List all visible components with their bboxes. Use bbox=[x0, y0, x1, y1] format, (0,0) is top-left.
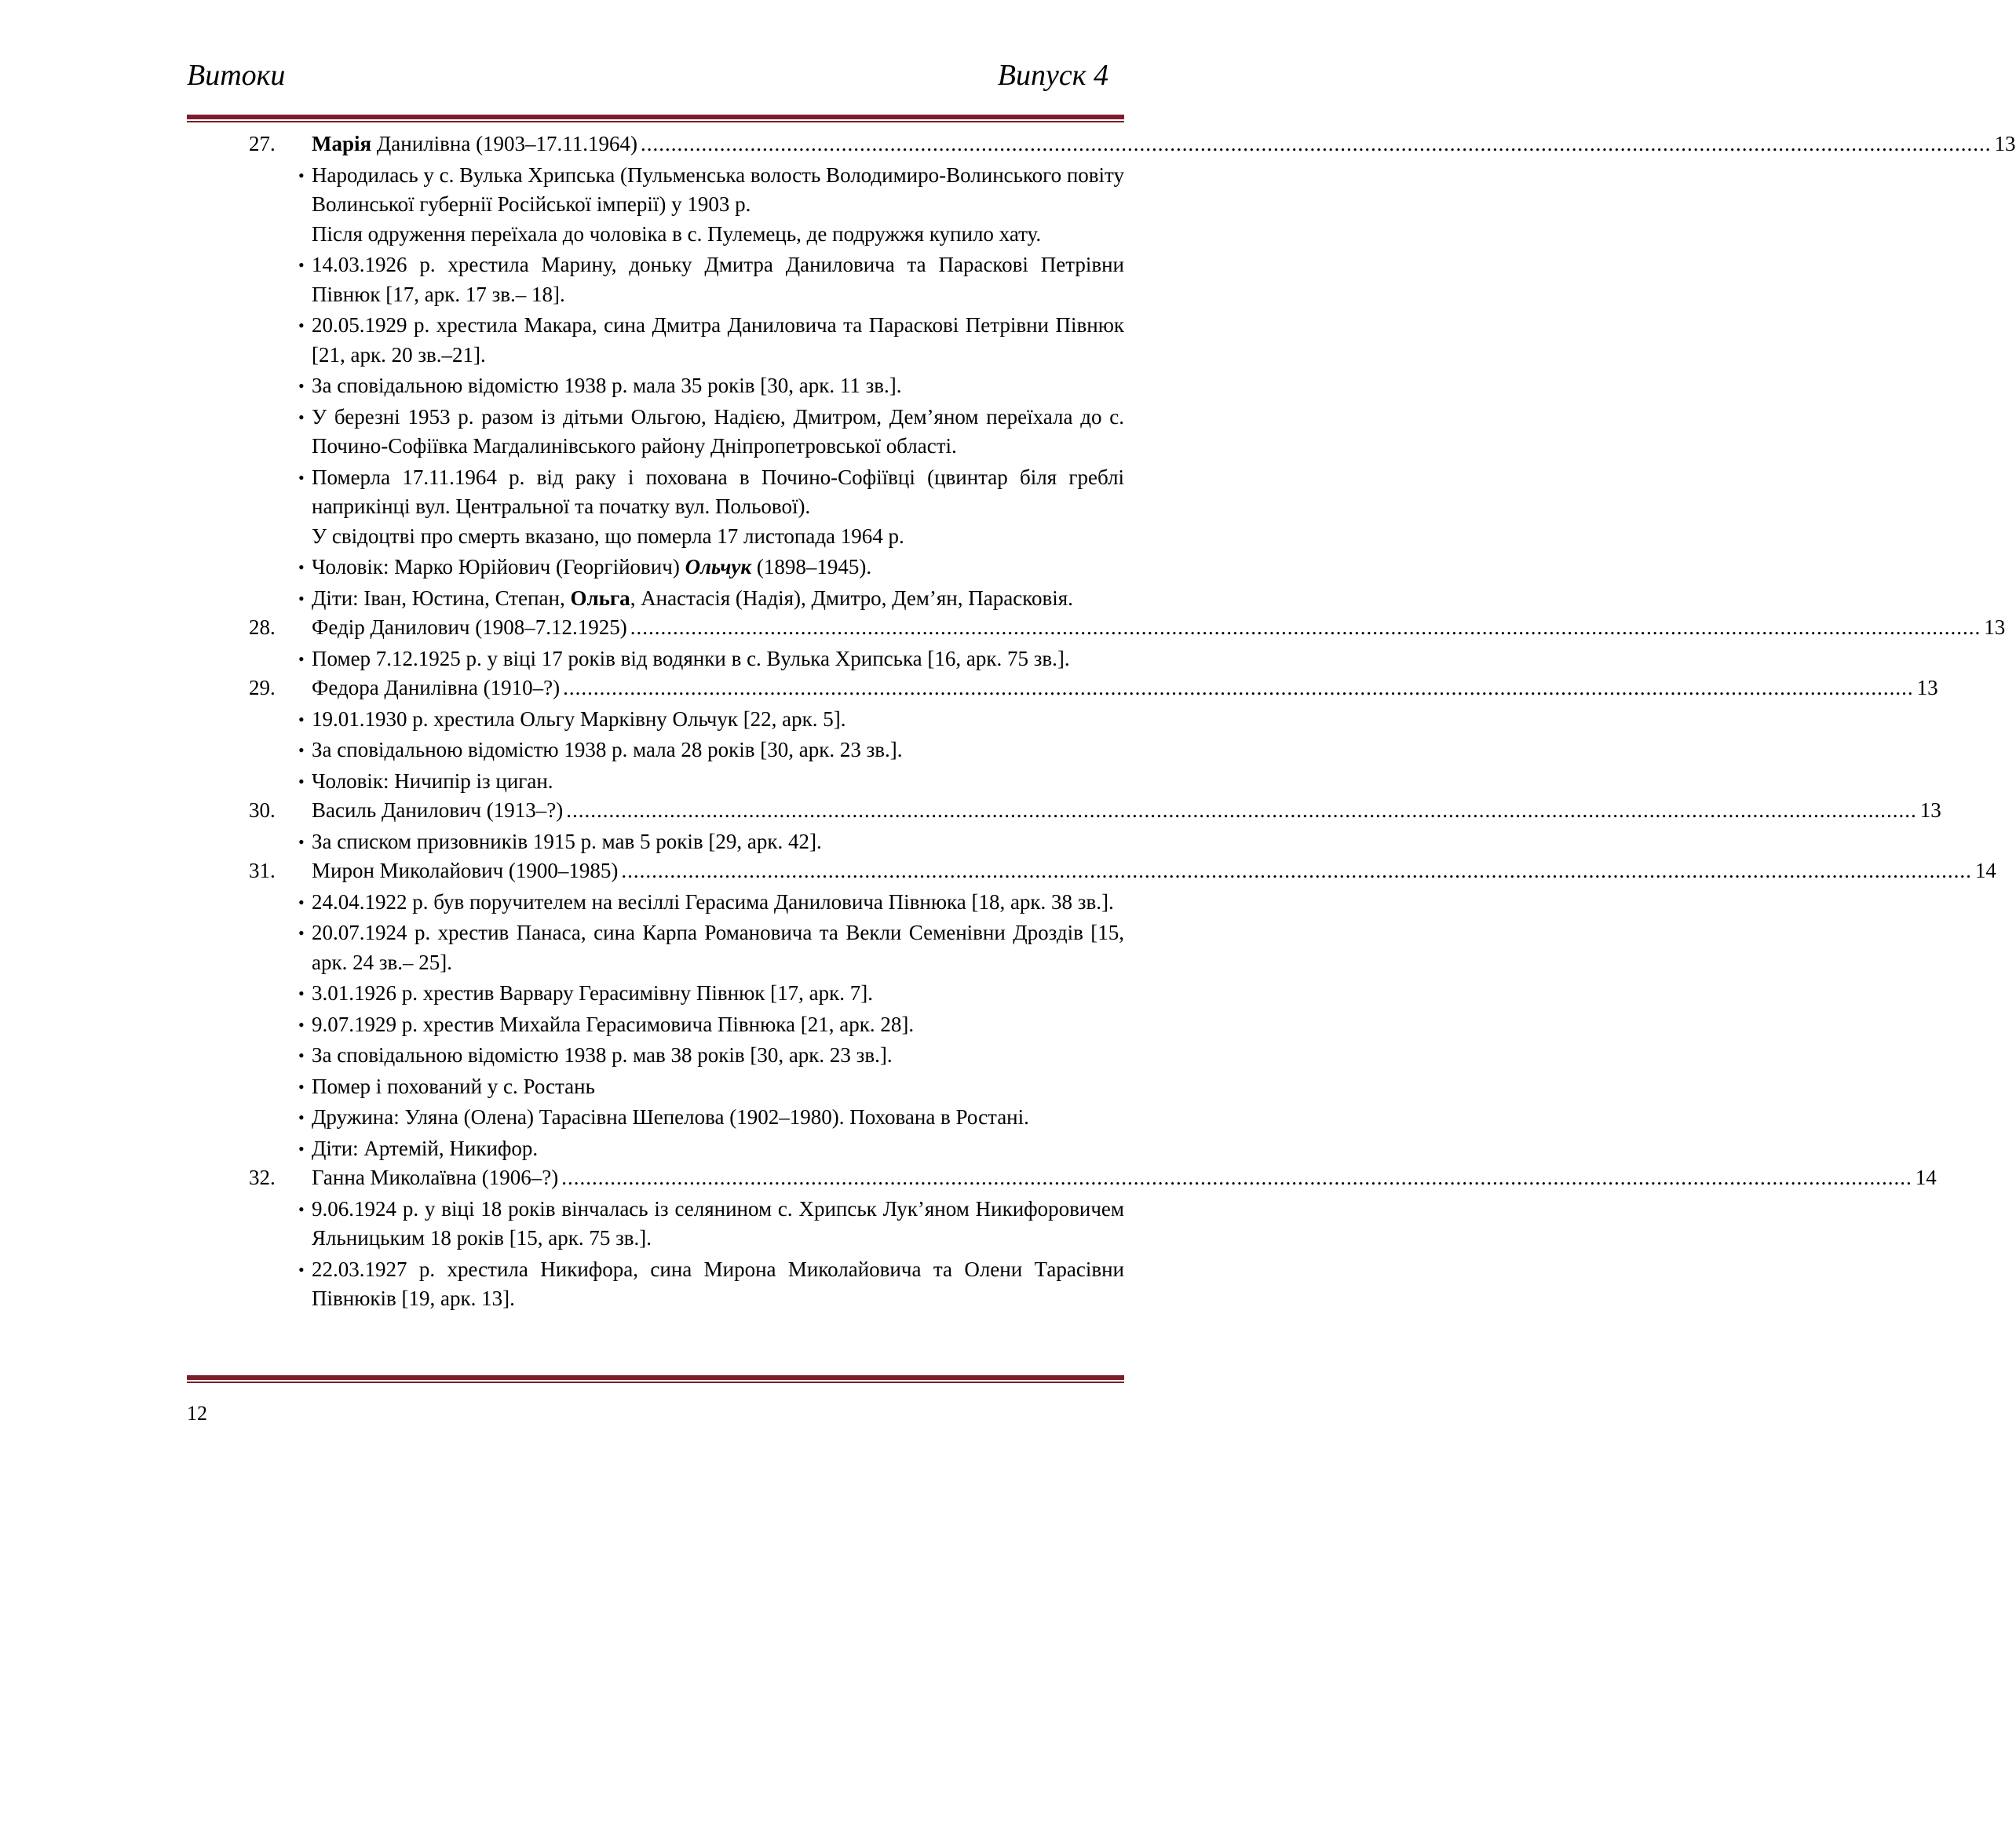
continuation-text: Після одруження переїхала до чоловіка в с. Пулемець, де подружжя купило хату. bbox=[312, 221, 1042, 246]
child-name-bold: Ольга bbox=[570, 586, 630, 610]
page-reference: 13 bbox=[1916, 676, 1938, 699]
bullet-item: • 14.03.1926 р. хрестила Марину, доньку Дмитра Даниловича та Параскові Петрівни Півнюк [17, арк. 17 зв.– 18]. bbox=[249, 250, 1124, 309]
bullet-item: • Померла 17.11.1964 р. від раку і похована в Почино-Софіївці (цвинтар біля греблі наприкінці вул. Центральної та початку вул. Польової). bbox=[249, 463, 1124, 522]
entry-heading bbox=[249, 613, 2006, 643]
bullet-icon: • bbox=[298, 923, 305, 943]
bullet-item: • 9.06.1924 р. у віці 18 років вінчалась із селянином с. Хрипськ Лук’яном Никифоровичем Яльницьким 18 років [15, арк. 75 зв.]. bbox=[249, 1195, 1124, 1254]
bullet-item: • За списком призовників 1915 р. мав 5 років [29, арк. 42]. bbox=[249, 827, 1124, 857]
issue-label: Випуск 4 bbox=[997, 59, 1108, 92]
bullet-item: • 20.05.1929 р. хрестила Макара, сина Дмитра Даниловича та Параскові Петрівни Півнюк [21, арк. 20 зв.–21]. bbox=[249, 311, 1124, 370]
bullet-item: • Помер 7.12.1925 р. у віці 17 років від водянки в с. Вулька Хрипська [16, арк. 75 зв.]. bbox=[249, 644, 1124, 674]
bullet-icon: • bbox=[298, 892, 305, 912]
bullet-icon: • bbox=[298, 1108, 305, 1127]
entry-name bbox=[312, 130, 637, 159]
bullet-icon: • bbox=[298, 407, 305, 427]
entry-number: 29. bbox=[249, 676, 276, 699]
entry-number: 31. bbox=[249, 859, 276, 882]
bullet-icon: • bbox=[298, 1076, 305, 1097]
page-reference: 13 bbox=[1984, 615, 2006, 639]
leader-dots: .............................................................................................................................................................................................................................. bbox=[563, 676, 1914, 699]
entry-27 bbox=[249, 130, 2016, 613]
entry-31 bbox=[249, 856, 1996, 1163]
entry-name: Федір Данилович (1908–7.12.1925) bbox=[312, 615, 627, 639]
bullet-icon: • bbox=[298, 740, 305, 760]
bullet-item: • За сповідальною відомістю 1938 р. мала 28 років [30, арк. 23 зв.]. bbox=[249, 735, 1124, 765]
entry-29 bbox=[249, 673, 1938, 796]
bullet-item-husband: • Чоловік: Марко Юрійович (Георгійович) Ольчук (1898–1945). bbox=[249, 553, 1124, 582]
bullet-icon: • bbox=[298, 771, 305, 791]
page-reference: 14 bbox=[1974, 859, 1996, 882]
bullet-item: • Чоловік: Ничипір із циган. bbox=[249, 767, 1124, 797]
bullet-icon: • bbox=[298, 1259, 305, 1279]
entry-number: 27. bbox=[249, 132, 276, 155]
header-rule bbox=[187, 115, 1124, 122]
genealogy-list bbox=[249, 130, 2016, 1314]
bullet-item: • У березні 1953 р. разом із дітьми Ольгою, Надією, Дмитром, Дем’яном переїхала до с. Почино-Софіївка Магдалинівського району Дніпропетровської області. bbox=[249, 403, 1124, 462]
bullet-item: • Помер і похований у с. Ростань bbox=[249, 1072, 1124, 1102]
bullet-item: • За сповідальною відомістю 1938 р. мав 38 років [30, арк. 23 зв.]. bbox=[249, 1041, 1124, 1071]
bullet-icon: • bbox=[298, 588, 305, 608]
entry-name: Ганна Миколаївна (1906–?) bbox=[312, 1166, 559, 1189]
bullet-item: • 24.04.1922 р. був поручителем на весіллі Герасима Даниловича Півнюка [18, арк. 38 зв.]. bbox=[249, 888, 1124, 918]
bullet-icon: • bbox=[298, 557, 305, 577]
bullet-icon: • bbox=[298, 709, 305, 729]
bullet-icon: • bbox=[298, 165, 305, 185]
continuation-text: У свідоцтві про смерть вказано, що померла 17 листопада 1964 р. bbox=[312, 524, 904, 548]
bullet-item: • 3.01.1926 р. хрестив Варвару Герасимівну Півнюк [17, арк. 7]. bbox=[249, 979, 1124, 1009]
bullet-item: • 9.07.1929 р. хрестив Михайла Герасимовича Півнюка [21, арк. 28]. bbox=[249, 1010, 1124, 1040]
entry-28 bbox=[249, 613, 2006, 673]
bullet-item: • Дружина: Уляна (Олена) Тарасівна Шепелова (1902–1980). Похована в Ростані. bbox=[249, 1103, 1124, 1133]
entry-heading bbox=[249, 796, 1941, 826]
entry-heading bbox=[249, 856, 1996, 886]
bullet-icon: • bbox=[298, 1046, 305, 1065]
bullet-icon: • bbox=[298, 831, 305, 852]
bullet-icon: • bbox=[298, 648, 305, 669]
entry-heading bbox=[249, 673, 1938, 703]
bullet-icon: • bbox=[298, 376, 305, 396]
entry-30 bbox=[249, 796, 1941, 856]
bullet-icon: • bbox=[298, 1014, 305, 1035]
entry-name-rest: Данилівна (1903–17.11.1964) bbox=[371, 132, 638, 155]
bullet-item: • 19.01.1930 р. хрестила Ольгу Марківну Ольчук [22, арк. 5]. bbox=[249, 705, 1124, 735]
entry-name: Федора Данилівна (1910–?) bbox=[312, 676, 561, 699]
bullet-item: • Діти: Артемій, Никифор. bbox=[249, 1134, 1124, 1164]
bullet-item: • 20.07.1924 р. хрестив Панаса, сина Карпа Романовича та Векли Семенівни Дроздів [15, арк. 24 зв.– 25]. bbox=[249, 918, 1124, 977]
bullet-item: • 22.03.1927 р. хрестила Никифора, сина Мирона Миколайовича та Олени Тарасівни Півнюків [19, арк. 13]. bbox=[249, 1255, 1124, 1314]
page-reference: 13 bbox=[1994, 132, 2016, 155]
entry-number: 32. bbox=[249, 1166, 276, 1189]
husband-surname: Ольчук bbox=[685, 555, 752, 579]
bullet-icon: • bbox=[298, 316, 305, 335]
entry-number: 30. bbox=[249, 798, 276, 822]
entry-32 bbox=[249, 1163, 1937, 1314]
bullet-item: • За сповідальною відомістю 1938 р. мала 35 років [30, арк. 11 зв.]. bbox=[249, 371, 1124, 401]
bullet-item-children: • Діти: Іван, Юстина, Степан, Ольга, Анастасія (Надія), Дмитро, Дем’ян, Парасковія. bbox=[249, 584, 1124, 614]
entry-name-bold: Марія bbox=[312, 132, 372, 155]
leader-dots: .............................................................................................................................................................................................................................. bbox=[566, 798, 1917, 822]
bullet-icon: • bbox=[298, 1138, 305, 1159]
journal-title: Витоки bbox=[187, 59, 286, 92]
bullet-icon: • bbox=[298, 467, 305, 487]
leader-dots: .............................................................................................................................................................................................................................. bbox=[641, 132, 1992, 155]
entry-heading bbox=[249, 1163, 1937, 1193]
page-reference: 14 bbox=[1915, 1166, 1937, 1189]
footer-rule bbox=[187, 1375, 1124, 1383]
bullet-icon: • bbox=[298, 1199, 305, 1219]
entry-name: Мирон Миколайович (1900–1985) bbox=[312, 859, 619, 882]
leader-dots: .............................................................................................................................................................................................................................. bbox=[561, 1166, 1912, 1189]
entry-number: 28. bbox=[249, 615, 276, 639]
page-reference: 13 bbox=[1919, 798, 1941, 822]
entry-heading bbox=[249, 130, 2016, 159]
entry-name: Василь Данилович (1913–?) bbox=[312, 798, 564, 822]
leader-dots: .............................................................................................................................................................................................................................. bbox=[621, 859, 1972, 882]
bullet-icon: • bbox=[298, 984, 305, 1003]
leader-dots: .............................................................................................................................................................................................................................. bbox=[630, 615, 1981, 639]
page-number: 12 bbox=[187, 1402, 207, 1425]
bullet-item: • Народилась у с. Вулька Хрипська (Пульменська волость Володимиро-Волинського повіту Волинської губернії Російської імперії) у 1903 р. bbox=[249, 161, 1124, 220]
bullet-icon: • bbox=[298, 255, 305, 275]
